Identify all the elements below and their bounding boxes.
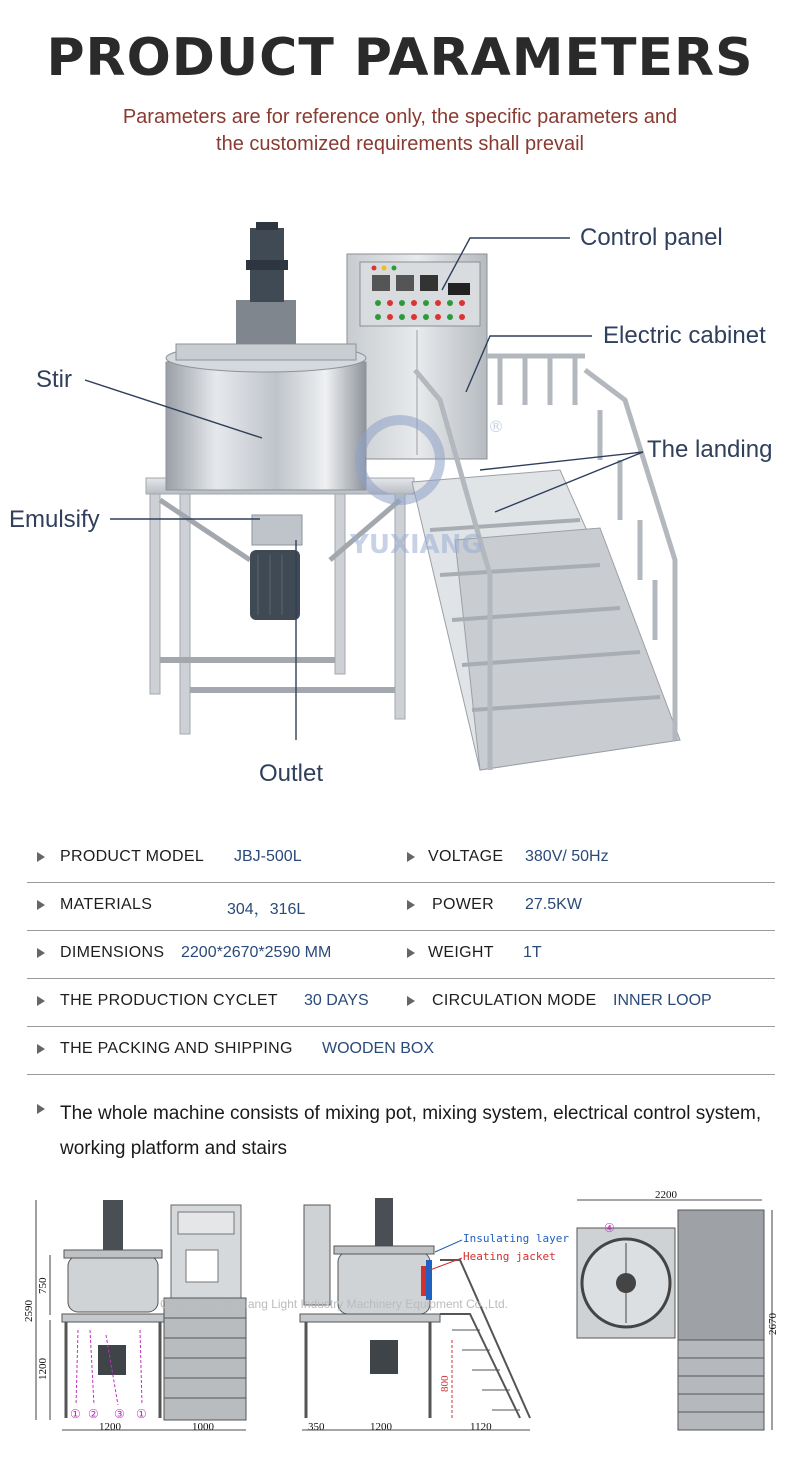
bullet-arrow-icon — [37, 852, 45, 862]
technical-drawings — [0, 1180, 800, 1450]
machine-description: The whole machine consists of mixing pot, mixing system, electrical control system, working platform and stairs — [60, 1103, 762, 1159]
callout-stir: Stir — [36, 366, 72, 393]
param-label: POWER — [432, 896, 494, 913]
param-label: PRODUCT MODEL — [60, 848, 205, 865]
svg-text:2590: 2590 — [23, 1300, 35, 1322]
bullet-arrow-icon — [37, 996, 45, 1006]
page-title: PRODUCT PARAMETERS — [46, 28, 754, 88]
page-subtitle — [60, 104, 740, 158]
callout-emulsify: Emulsify — [9, 506, 100, 533]
machine-illustration — [0, 180, 800, 820]
bullet-arrow-icon — [407, 996, 415, 1006]
front-view-drawing — [23, 1200, 246, 1433]
param-value: JBJ-500L — [234, 848, 302, 865]
svg-text:®: ® — [488, 417, 504, 436]
bullet-arrow-icon — [407, 852, 415, 862]
top-view-drawing — [577, 1189, 779, 1430]
bullet-arrow-icon — [37, 948, 45, 958]
callout-electric-cabinet: Electric cabinet — [603, 322, 766, 349]
svg-text:1120: 1120 — [470, 1421, 492, 1433]
svg-text:350: 350 — [308, 1421, 325, 1433]
callout-the-landing: The landing — [647, 436, 773, 463]
subtitle-line-2: the customized requirements shall prevail — [216, 133, 584, 155]
svg-text:③: ③ — [114, 1407, 125, 1421]
param-value: WOODEN BOX — [322, 1040, 435, 1057]
svg-text:2670: 2670 — [767, 1313, 779, 1335]
svg-text:1000: 1000 — [192, 1421, 214, 1433]
param-label: MATERIALS — [60, 896, 153, 913]
param-label: THE PACKING AND SHIPPING — [60, 1040, 293, 1057]
svg-text:1200: 1200 — [37, 1358, 49, 1380]
svg-text:800: 800 — [439, 1375, 451, 1392]
callout-outlet: Outlet — [259, 760, 324, 787]
bullet-arrow-icon — [37, 1104, 45, 1114]
param-value: INNER LOOP — [613, 992, 712, 1009]
side-view-drawing — [300, 1198, 569, 1433]
param-label: WEIGHT — [428, 944, 494, 961]
svg-text:①: ① — [70, 1407, 81, 1421]
svg-text:1200: 1200 — [99, 1421, 121, 1433]
param-value: 1T — [523, 944, 542, 961]
param-value: 380V/ 50Hz — [525, 848, 609, 865]
bullet-arrow-icon — [37, 1044, 45, 1054]
company-watermark: Guangzhou Yuxiang Light Industry Machinery Equipment Co.,Ltd. — [160, 1297, 508, 1311]
bullet-arrow-icon — [407, 900, 415, 910]
param-row — [27, 882, 775, 931]
param-value: 304，316L — [227, 901, 306, 918]
bullet-arrow-icon — [407, 948, 415, 958]
svg-text:750: 750 — [37, 1277, 49, 1294]
emulsifier-motor — [250, 515, 302, 620]
svg-text:④: ④ — [604, 1221, 615, 1235]
param-row — [27, 1026, 775, 1075]
svg-text:Insulating layer: Insulating layer — [463, 1232, 569, 1245]
svg-text:2200: 2200 — [655, 1189, 677, 1201]
param-value: 2200*2670*2590 MM — [181, 944, 332, 961]
param-value: 30 DAYS — [304, 992, 369, 1009]
param-row — [27, 834, 775, 883]
subtitle-line-1: Parameters are for reference only, the specific parameters and — [122, 106, 678, 128]
svg-text:1200: 1200 — [370, 1421, 392, 1433]
param-label: DIMENSIONS — [60, 944, 165, 961]
param-label: CIRCULATION MODE — [432, 992, 597, 1009]
param-value: 27.5KW — [525, 896, 582, 913]
param-label: THE PRODUCTION CYCLET — [60, 992, 278, 1009]
svg-text:②: ② — [88, 1407, 99, 1421]
bullet-arrow-icon — [37, 900, 45, 910]
callout-control-panel: Control panel — [580, 224, 723, 251]
param-label: VOLTAGE — [428, 848, 504, 865]
param-row — [27, 978, 775, 1027]
param-row — [27, 930, 775, 979]
svg-text:Heating jacket: Heating jacket — [463, 1250, 556, 1263]
mixing-tank — [166, 222, 366, 490]
svg-text:①: ① — [136, 1407, 147, 1421]
svg-text:YUXIANG: YUXIANG — [350, 530, 483, 560]
